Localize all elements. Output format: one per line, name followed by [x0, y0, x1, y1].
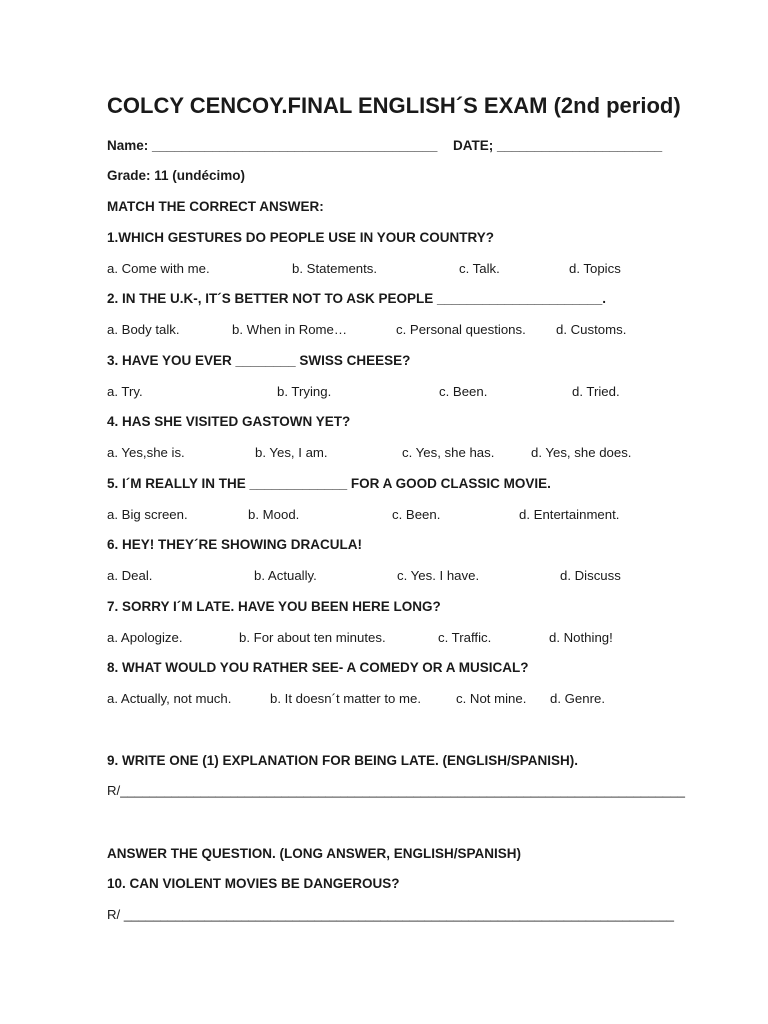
q3-option-c: c. Been. — [439, 384, 488, 399]
exam-title: COLCY CENCOY.FINAL ENGLISH´S EXAM (2nd period) — [107, 93, 681, 118]
q8-option-b: b. It doesn´t matter to me. — [270, 691, 421, 706]
q8-option-c: c. Not mine. — [456, 691, 527, 706]
question-8: 8. WHAT WOULD YOU RATHER SEE- A COMEDY OR A MUSICAL? — [107, 660, 529, 675]
q7-option-c: c. Traffic. — [438, 630, 492, 645]
q1-option-b: b. Statements. — [292, 261, 378, 276]
q7-option-b: b. For about ten minutes. — [239, 630, 386, 645]
q5-option-d: d. Entertainment. — [519, 507, 620, 522]
q6-option-b: b. Actually. — [254, 568, 317, 583]
answer-10-field[interactable]: R/ ___________________________________________________________________________ — [107, 907, 674, 922]
q4-option-b: b. Yes, I am. — [255, 445, 328, 460]
question-3: 3. HAVE YOU EVER ________ SWISS CHEESE? — [107, 353, 411, 368]
q8-option-a: a. Actually, not much. — [107, 691, 232, 706]
q1-option-d: d. Topics — [569, 261, 621, 276]
date-field[interactable]: DATE; ______________________ — [453, 138, 663, 153]
question-9: 9. WRITE ONE (1) EXPLANATION FOR BEING LATE. (ENGLISH/SPANISH). — [107, 753, 579, 768]
question-6: 6. HEY! THEY´RE SHOWING DRACULA! — [107, 537, 363, 552]
q7-option-a: a. Apologize. — [107, 630, 183, 645]
instruction-heading: MATCH THE CORRECT ANSWER: — [107, 199, 324, 214]
q1-option-a: a. Come with me. — [107, 261, 210, 276]
q2-option-c: c. Personal questions. — [396, 322, 526, 337]
q1-option-c: c. Talk. — [459, 261, 500, 276]
question-10: 10. CAN VIOLENT MOVIES BE DANGEROUS? — [107, 876, 400, 891]
question-2: 2. IN THE U.K-, IT´S BETTER NOT TO ASK PEOPLE ______________________. — [107, 291, 606, 306]
q2-option-a: a. Body talk. — [107, 322, 180, 337]
q2-option-b: b. When in Rome… — [232, 322, 348, 337]
grade-label: Grade: 11 (undécimo) — [107, 168, 246, 183]
q5-option-c: c. Been. — [392, 507, 441, 522]
q4-option-c: c. Yes, she has. — [402, 445, 495, 460]
q2-option-d: d. Customs. — [556, 322, 627, 337]
q5-option-a: a. Big screen. — [107, 507, 188, 522]
q6-option-d: d. Discuss — [560, 568, 621, 583]
q4-option-a: a. Yes,she is. — [107, 445, 185, 460]
q6-option-c: c. Yes. I have. — [397, 568, 480, 583]
q3-option-a: a. Try. — [107, 384, 143, 399]
q3-option-b: b. Trying. — [277, 384, 332, 399]
question-1: 1.WHICH GESTURES DO PEOPLE USE IN YOUR COUNTRY? — [107, 230, 495, 245]
q3-option-d: d. Tried. — [572, 384, 620, 399]
section-2-heading: ANSWER THE QUESTION. (LONG ANSWER, ENGLISH/SPANISH) — [107, 846, 522, 861]
q7-option-d: d. Nothing! — [549, 630, 613, 645]
q5-option-b: b. Mood. — [248, 507, 300, 522]
question-5: 5. I´M REALLY IN THE _____________ FOR A GOOD CLASSIC MOVIE. — [107, 476, 551, 491]
q4-option-d: d. Yes, she does. — [531, 445, 632, 460]
name-field[interactable]: Name: ______________________________________ — [107, 138, 438, 153]
answer-9-field[interactable]: R/_____________________________________________________________________________ — [107, 783, 685, 798]
q6-option-a: a. Deal. — [107, 568, 153, 583]
question-4: 4. HAS SHE VISITED GASTOWN YET? — [107, 414, 351, 429]
question-7: 7. SORRY I´M LATE. HAVE YOU BEEN HERE LONG? — [107, 599, 441, 614]
q8-option-d: d. Genre. — [550, 691, 605, 706]
